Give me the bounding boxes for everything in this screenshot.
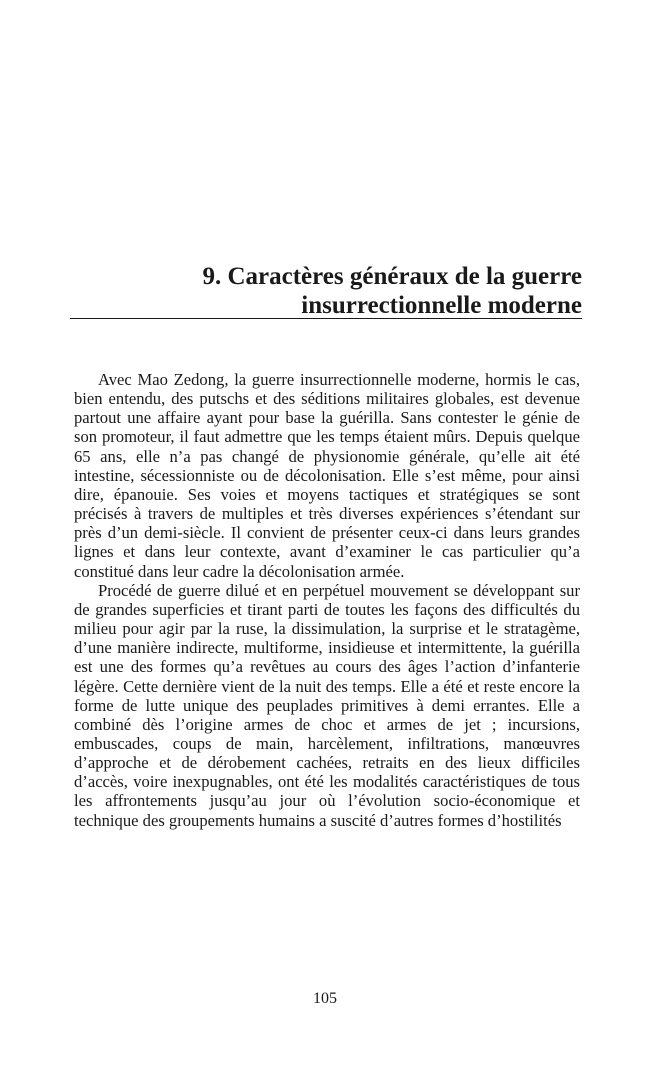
chapter-title	[70, 262, 582, 320]
chapter-title-line-1: 9. Caractères généraux de la guerre	[202, 263, 582, 290]
paragraph-2: Procédé de guerre dilué et en perpétuel mouvement se développant sur de grandes superficies et tirant parti de toutes les façons des difficultés du milieu pour agir par la ruse, la dissimulation, la surprise et le stratagème, d’une manière indirecte, multiforme, insidieuse et intermittente, la guérilla est une des formes qu’a revêtues au cours des âges l’action d’infanterie légère. Cette dernière vient de la nuit des temps. Elle a été et reste encore la forme de lutte unique des peuplades primitives à demi errantes. Elle a combiné dès l’origine armes de choc et armes de jet ; incursions, embuscades, coups de main, harcèlement, infiltrations, manœuvres d’approche et de dérobement cachées, retraits en des lieux difficiles d’accès, voire inexpugnables, ont été les modalités caractéristiques de tous les affrontements jusqu’au jour où l’évolution socio-économique et technique des groupements humains a suscité d’autres formes d’hostilités	[74, 580, 580, 830]
paragraph-1: Avec Mao Zedong, la guerre insurrectionnelle moderne, hormis le cas, bien entendu, des putschs et des séditions militaires globales, est devenue partout une affaire ayant pour base la guérilla. Sans contester le génie de son promoteur, il faut admettre que les temps étaient mûrs. Depuis quelque 65 ans, elle n’a pas changé de physionomie générale, qu’elle ait été intestine, sécessionniste ou de décolonisation. Elle s’est même, pour ainsi dire, épanouie. Ses voies et moyens tactiques et stratégiques se sont précisés à travers de multiples et très diverses expériences s’étendant sur près d’un demi-siècle. Il convient de présenter ceux-ci dans leurs grandes lignes et dans leur contexte, avant d’examiner le cas particulier qu’a constitué dans leur cadre la décolonisation armée.	[74, 370, 580, 581]
page-number: 105	[313, 990, 337, 1007]
body-text	[74, 370, 580, 830]
chapter-title-line-2: insurrectionnelle moderne	[301, 292, 582, 319]
title-underline	[70, 318, 582, 319]
